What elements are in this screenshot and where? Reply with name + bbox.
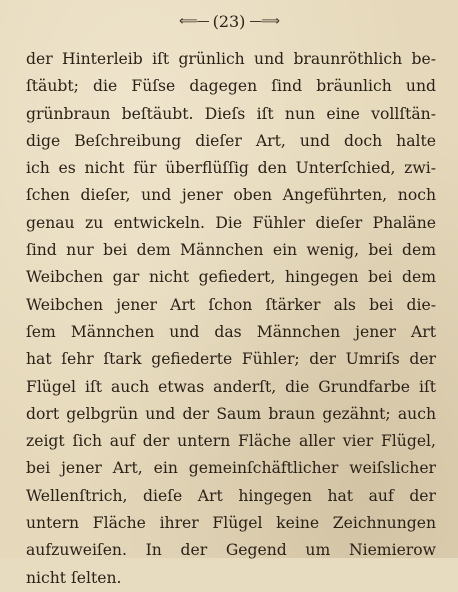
text-line: der Hinterleib iſt grünlich und braunröthlich be- [26,50,436,68]
text-line: aufzuweiſen. In der Gegend um Niemierow [26,541,436,560]
text-line: ſchen dieſer, und jener oben Angeführten, noch [26,186,436,205]
page-header [0,8,458,34]
text-line: ſtäubt; die Füſse dagegen ſind bräunlich und [26,77,436,96]
text-line: zeigt ſich auf der untern Fläche aller vier Flügel, [26,432,436,451]
text-line: nicht ſelten. [26,568,122,587]
text-line: genau zu entwickeln. Die Fühler dieſer Phaläne [26,213,436,232]
text-line: ich es nicht für überflüſſig den Unterſchied, zwi- [26,159,436,178]
text-line: hat ſehr ſtark gefiederte Fühler; der Umriſs der [26,350,436,369]
text-line: bei jener Art, ein gemeinſchäftlicher weiſslicher [26,459,436,478]
text-line: ſind nur bei dem Männchen ein wenig, bei dem [26,241,436,260]
text-line: dort gelbgrün und der Saum braun gezähnt; auch [26,404,436,423]
text-line: grünbraun beſtäubt. Dieſs iſt nun eine vollſtän- [26,104,436,123]
body-text [26,46,436,592]
left-hand-ornament-icon: ⟸— [178,13,209,29]
right-hand-ornament-icon: —⟹ [249,13,280,29]
text-line: ſem Männchen und das Männchen jener Art [26,322,436,341]
page-number: (23) [212,11,246,31]
text-line: Weibchen jener Art ſchon ſtärker als bei die- [26,295,436,314]
text-line: dige Beſchreibung dieſer Art, und doch halte [26,131,436,150]
text-line: Weibchen gar nicht gefiedert, hingegen bei dem [26,268,436,287]
text-line: untern Fläche ihrer Flügel keine Zeichnungen [26,514,436,533]
text-line: Wellenſtrich, dieſe Art hingegen hat auf der [26,486,436,505]
text-line: Flügel iſt auch etwas anderſt, die Grundfarbe iſt [26,377,436,396]
